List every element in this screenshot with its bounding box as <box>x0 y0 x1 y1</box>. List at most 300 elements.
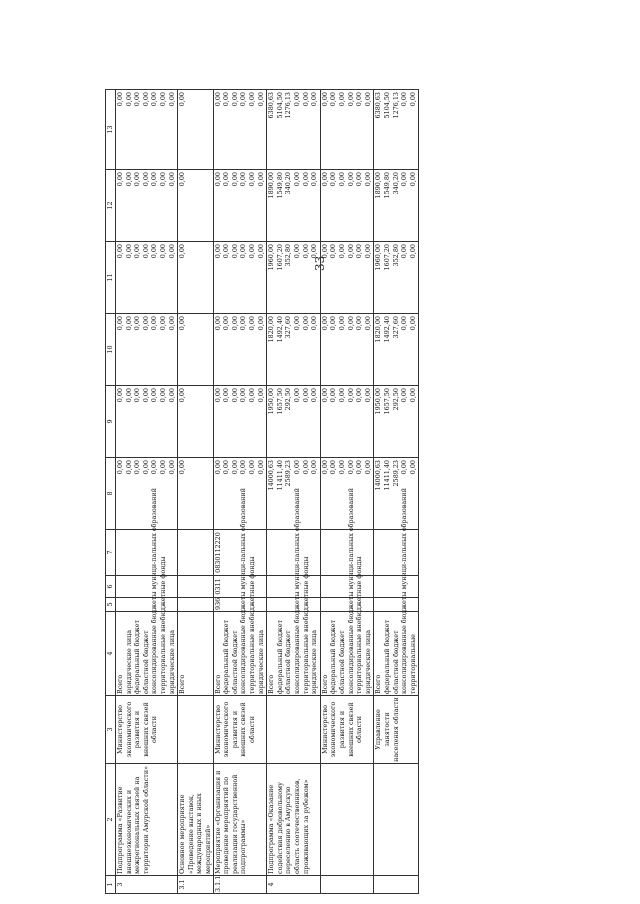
program-name: Основное мероприятие «Проведение выставок, международных и иных мероприятий» <box>178 764 213 876</box>
amount-value: 0,00 <box>400 172 409 187</box>
amount-value: 0,00 <box>355 172 364 187</box>
amount-value: 0,00 <box>222 460 231 475</box>
amount-value: 0,00 <box>133 388 142 403</box>
year-amount-column <box>116 242 178 314</box>
amount-value: 0,00 <box>256 388 265 403</box>
amount-value: 292,50 <box>284 388 293 411</box>
amount-value: 0,00 <box>116 172 124 187</box>
amount-value: 0,00 <box>292 460 301 475</box>
budget-code <box>374 576 419 598</box>
amount-value: 0,00 <box>141 460 150 475</box>
amount-value: 0,00 <box>178 172 187 187</box>
amount-value: 0,00 <box>400 316 409 331</box>
funding-source: федеральный бюджет <box>133 619 142 694</box>
year-amount-column <box>213 170 267 242</box>
amount-value: 292,50 <box>391 388 400 411</box>
amount-value: 14000,63 <box>267 460 276 491</box>
column-number: 5 <box>106 598 116 612</box>
funding-sources <box>178 612 213 696</box>
amount-value: 0,00 <box>158 388 167 403</box>
amount-value: 0,00 <box>256 244 265 259</box>
amount-value: 0,00 <box>239 316 248 331</box>
amount-value: 0,00 <box>363 460 372 475</box>
funding-source: Всего <box>178 674 187 694</box>
amount-value: 0,00 <box>133 172 142 187</box>
program-row <box>213 90 267 894</box>
page-number: 33 <box>313 255 327 271</box>
year-amount-column <box>374 170 419 242</box>
responsible-executor: Министерство экономического развития и внешних связей области <box>320 696 374 764</box>
year-amount-column <box>267 90 321 170</box>
funding-source: областной бюджет <box>391 630 400 694</box>
amount-value: 0,00 <box>292 244 301 259</box>
amount-value: 0,00 <box>355 244 364 259</box>
amount-value: 0,00 <box>292 316 301 331</box>
amount-value: 5104,50 <box>382 92 391 119</box>
amount-value: 0,00 <box>230 460 239 475</box>
amount-value: 0,00 <box>213 92 222 107</box>
amount-value: 2589,23 <box>391 460 400 487</box>
funding-sources <box>116 488 178 696</box>
amount-value: 0,00 <box>116 388 124 403</box>
program-name <box>374 764 419 876</box>
budget-code <box>116 598 178 612</box>
amount-value: 0,00 <box>222 388 231 403</box>
amount-value: 0,00 <box>124 172 133 187</box>
year-amount-column <box>374 90 419 170</box>
amount-value: 0,00 <box>346 460 355 475</box>
amount-value: 0,00 <box>178 460 187 475</box>
amount-value: 0,00 <box>256 460 265 475</box>
column-number: 3 <box>106 696 116 764</box>
amount-value: 1890,00 <box>267 172 276 199</box>
amount-value: 0,00 <box>400 460 409 475</box>
year-amount-column <box>178 90 213 170</box>
amount-value: 0,00 <box>363 316 372 331</box>
budget-code: 936 <box>213 598 267 612</box>
program-row <box>267 90 321 894</box>
amount-value: 327,60 <box>391 316 400 339</box>
row-number <box>320 876 374 894</box>
amount-value: 1960,00 <box>267 244 276 271</box>
funding-source: федеральный бюджет <box>275 619 284 694</box>
amount-value: 0,00 <box>301 92 310 107</box>
row-number: 3 <box>116 876 178 894</box>
amount-value: 0,00 <box>133 460 142 475</box>
amount-value: 1607,20 <box>275 244 284 271</box>
amount-value: 0,00 <box>337 244 346 259</box>
amount-value: 6380,63 <box>374 92 383 119</box>
funding-source: консолидированные бюджеты муници-пальных образований <box>150 488 159 694</box>
amount-value: 14000,63 <box>374 460 383 491</box>
year-amount-column <box>267 314 321 386</box>
program-row <box>178 90 213 894</box>
amount-value: 0,00 <box>247 92 256 107</box>
amount-value: 1890,00 <box>374 172 383 199</box>
amount-value: 0,00 <box>337 388 346 403</box>
amount-value: 352,80 <box>391 244 400 267</box>
amount-value: 0,00 <box>292 172 301 187</box>
year-amount-column <box>116 90 178 170</box>
amount-value: 0,00 <box>355 92 364 107</box>
amount-value: 0,00 <box>133 316 142 331</box>
budget-code <box>178 530 213 576</box>
year-amount-column <box>213 242 267 314</box>
amount-value: 1950,00 <box>374 388 383 415</box>
amount-value: 0,00 <box>141 316 150 331</box>
amount-value: 1820,00 <box>374 316 383 343</box>
budget-code <box>116 576 178 598</box>
year-amount-column <box>178 314 213 386</box>
amount-value: 0,00 <box>150 92 159 107</box>
amount-value: 0,00 <box>213 388 222 403</box>
amount-value: 0,00 <box>329 316 338 331</box>
amount-value: 0,00 <box>124 316 133 331</box>
year-amount-column <box>213 90 267 170</box>
amount-value: 0,00 <box>239 388 248 403</box>
amount-value: 0,00 <box>256 172 265 187</box>
funding-source: юридические лица <box>124 630 133 694</box>
amount-value: 0,00 <box>320 316 329 331</box>
amount-value: 1276,13 <box>391 92 400 119</box>
amount-value: 0,00 <box>256 92 265 107</box>
column-number: 7 <box>106 530 116 576</box>
amount-value: 0,00 <box>256 316 265 331</box>
funding-sources <box>267 488 321 696</box>
amount-value: 0,00 <box>167 460 176 475</box>
amount-value: 0,00 <box>150 388 159 403</box>
amount-value: 0,00 <box>329 172 338 187</box>
amount-value: 0,00 <box>222 172 231 187</box>
amount-value: 0,00 <box>408 244 417 259</box>
amount-value: 0,00 <box>141 92 150 107</box>
amount-value: 0,00 <box>329 92 338 107</box>
amount-value: 1549,80 <box>382 172 391 199</box>
funding-source: юридические лица <box>363 630 372 694</box>
amount-value: 0,00 <box>346 92 355 107</box>
amount-value: 352,80 <box>284 244 293 267</box>
amount-value: 0,00 <box>292 92 301 107</box>
amount-value: 0,00 <box>116 460 124 475</box>
amount-value: 0,00 <box>292 388 301 403</box>
amount-value: 0,00 <box>133 244 142 259</box>
funding-source: федеральный бюджет <box>222 619 231 694</box>
amount-value: 0,00 <box>247 460 256 475</box>
year-amount-column <box>178 170 213 242</box>
amount-value: 0,00 <box>158 244 167 259</box>
program-row <box>374 90 419 894</box>
column-number: 12 <box>106 170 116 242</box>
amount-value: 0,00 <box>310 388 319 403</box>
amount-value: 0,00 <box>320 172 329 187</box>
amount-value: 340,20 <box>284 172 293 195</box>
funding-source: консолидированные бюджеты муници-пальных образований <box>346 488 355 694</box>
year-amount-column <box>374 242 419 314</box>
budget-code <box>374 598 419 612</box>
amount-value: 0,00 <box>320 388 329 403</box>
amount-value: 0,00 <box>230 92 239 107</box>
row-number: 3.1.1 <box>213 876 267 894</box>
amount-value: 0,00 <box>141 388 150 403</box>
amount-value: 0,00 <box>178 244 187 259</box>
amount-value: 0,00 <box>141 244 150 259</box>
amount-value: 1657,50 <box>382 388 391 415</box>
program-name <box>320 764 374 876</box>
column-number: 10 <box>106 314 116 386</box>
program-row <box>320 90 374 894</box>
funding-source: консолидированные бюджеты муници-пальных образований <box>239 488 248 694</box>
year-amount-column <box>267 386 321 458</box>
amount-value: 0,00 <box>239 172 248 187</box>
column-number: 1 <box>106 876 116 894</box>
year-amount-column <box>213 314 267 386</box>
amount-value: 0,00 <box>310 92 319 107</box>
amount-value: 0,00 <box>247 244 256 259</box>
amount-value: 0,00 <box>355 388 364 403</box>
funding-source: областной бюджет <box>337 630 346 694</box>
amount-value: 0,00 <box>150 460 159 475</box>
amount-value: 0,00 <box>222 244 231 259</box>
amount-value: 0,00 <box>408 460 417 475</box>
amount-value: 0,00 <box>158 92 167 107</box>
amount-value: 1820,00 <box>267 316 276 343</box>
column-number: 2 <box>106 764 116 876</box>
year-amount-column <box>320 170 374 242</box>
amount-value: 6380,63 <box>267 92 276 119</box>
amount-value: 0,00 <box>239 244 248 259</box>
column-number: 6 <box>106 576 116 598</box>
year-amount-column <box>116 170 178 242</box>
column-number: 8 <box>106 458 116 530</box>
amount-value: 0,00 <box>310 172 319 187</box>
budget-code <box>178 598 213 612</box>
amount-value: 0,00 <box>116 316 124 331</box>
amount-value: 0,00 <box>310 316 319 331</box>
amount-value: 0,00 <box>329 244 338 259</box>
responsible-executor: Управление занятости населения области <box>374 696 419 764</box>
amount-value: 0,00 <box>230 172 239 187</box>
amount-value: 0,00 <box>230 388 239 403</box>
amount-value: 0,00 <box>167 172 176 187</box>
year-amount-column <box>374 386 419 458</box>
row-number <box>374 876 419 894</box>
amount-value: 0,00 <box>301 388 310 403</box>
amount-value: 0,00 <box>167 244 176 259</box>
budget-code <box>116 530 178 576</box>
amount-value: 11411,40 <box>275 460 284 491</box>
funding-source: территориальные <box>408 634 417 694</box>
amount-value: 0,00 <box>133 92 142 107</box>
year-amount-column <box>320 386 374 458</box>
year-amount-column <box>213 386 267 458</box>
amount-value: 0,00 <box>337 172 346 187</box>
funding-source: Всего <box>374 674 383 694</box>
amount-value: 0,00 <box>346 316 355 331</box>
responsible-executor <box>267 696 321 764</box>
row-number: 3.1 <box>178 876 213 894</box>
column-number: 13 <box>106 90 116 170</box>
budget-code <box>178 576 213 598</box>
funding-source: территориальные внебюджетные фонды <box>247 556 256 694</box>
amount-value: 0,00 <box>400 244 409 259</box>
year-amount-column <box>178 242 213 314</box>
amount-value: 0,00 <box>141 172 150 187</box>
funding-source: федеральный бюджет <box>329 619 338 694</box>
program-name: Подпрограмма «Развитие внешнеэкономических и межрегиональных связей на территории Амурской области» <box>116 764 178 876</box>
year-amount-column <box>178 458 213 530</box>
amount-value: 0,00 <box>363 172 372 187</box>
year-amount-column <box>267 242 321 314</box>
year-amount-column <box>374 458 419 530</box>
amount-value: 1276,13 <box>284 92 293 119</box>
column-number: 11 <box>106 242 116 314</box>
amount-value: 0,00 <box>329 388 338 403</box>
amount-value: 0,00 <box>167 388 176 403</box>
year-amount-column <box>320 90 374 170</box>
amount-value: 0,00 <box>337 316 346 331</box>
amount-value: 0,00 <box>239 460 248 475</box>
column-number: 9 <box>106 386 116 458</box>
responsible-executor <box>178 696 213 764</box>
amount-value: 0,00 <box>167 316 176 331</box>
budget-code <box>374 530 419 576</box>
responsible-executor: Министерство экономического развития и внешних связей области <box>213 696 267 764</box>
year-amount-column <box>178 386 213 458</box>
header-row <box>106 90 116 894</box>
amount-value: 0,00 <box>124 244 133 259</box>
row-number: 4 <box>267 876 321 894</box>
amount-value: 0,00 <box>355 316 364 331</box>
amount-value: 0,00 <box>230 244 239 259</box>
amount-value: 340,20 <box>391 172 400 195</box>
amount-value: 0,00 <box>329 460 338 475</box>
funding-source: юридические лица <box>167 630 176 694</box>
amount-value: 0,00 <box>337 92 346 107</box>
amount-value: 0,00 <box>301 460 310 475</box>
amount-value: 0,00 <box>213 244 222 259</box>
amount-value: 0,00 <box>230 316 239 331</box>
amount-value: 0,00 <box>301 316 310 331</box>
amount-value: 0,00 <box>222 316 231 331</box>
program-name: Подпрограмма «Оказание содействия добровольному переселению в Амурскую область соотечественников, проживающих за рубежом» <box>267 764 321 876</box>
rotated-table-area <box>105 90 627 894</box>
amount-value: 0,00 <box>124 92 133 107</box>
year-amount-column <box>374 314 419 386</box>
amount-value: 0,00 <box>320 92 329 107</box>
amount-value: 2589,23 <box>284 460 293 487</box>
amount-value: 0,00 <box>213 172 222 187</box>
amount-value: 0,00 <box>346 388 355 403</box>
funding-source: областной бюджет <box>141 630 150 694</box>
amount-value: 0,00 <box>247 316 256 331</box>
year-amount-column <box>267 170 321 242</box>
year-amount-column <box>320 314 374 386</box>
amount-value: 0,00 <box>158 460 167 475</box>
amount-value: 0,00 <box>337 460 346 475</box>
amount-value: 0,00 <box>178 388 187 403</box>
program-row <box>116 90 178 894</box>
amount-value: 0,00 <box>213 316 222 331</box>
amount-value: 0,00 <box>363 244 372 259</box>
funding-source: юридические лица <box>310 630 319 694</box>
amount-value: 0,00 <box>213 460 222 475</box>
amount-value: 1657,50 <box>275 388 284 415</box>
amount-value: 0,00 <box>222 92 231 107</box>
amount-value: 0,00 <box>116 92 124 107</box>
amount-value: 0,00 <box>310 460 319 475</box>
amount-value: 0,00 <box>363 388 372 403</box>
amount-value: 0,00 <box>247 388 256 403</box>
amount-value: 0,00 <box>124 388 133 403</box>
amount-value: 11411,40 <box>382 460 391 491</box>
amount-value: 0,00 <box>301 172 310 187</box>
funding-sources <box>374 488 419 696</box>
funding-source: Всего <box>116 674 124 694</box>
amount-value: 0,00 <box>408 172 417 187</box>
responsible-executor: Министерство экономического развития и внешних связей области <box>116 696 178 764</box>
amount-value: 0,00 <box>310 244 319 259</box>
budget-table <box>105 89 419 894</box>
budget-code: 0830112220 <box>213 530 267 576</box>
amount-value: 0,00 <box>355 460 364 475</box>
funding-source: областной бюджет <box>284 630 293 694</box>
funding-source: территориальные внебюджетные фонды <box>158 556 167 694</box>
amount-value: 0,00 <box>124 460 133 475</box>
amount-value: 0,00 <box>363 92 372 107</box>
amount-value: 0,00 <box>116 244 124 259</box>
amount-value: 0,00 <box>167 92 176 107</box>
amount-value: 0,00 <box>301 244 310 259</box>
amount-value: 0,00 <box>320 244 329 259</box>
amount-value: 0,00 <box>408 388 417 403</box>
funding-source: территориальные внебюджетные фонды <box>301 556 310 694</box>
amount-value: 327,60 <box>284 316 293 339</box>
amount-value: 0,00 <box>150 316 159 331</box>
funding-source: юридические лица <box>256 630 265 694</box>
funding-source: консолидированные бюджеты муници-пальных образований <box>400 488 409 694</box>
amount-value: 0,00 <box>400 388 409 403</box>
amount-value: 0,00 <box>408 316 417 331</box>
amount-value: 0,00 <box>408 92 417 107</box>
funding-source: федеральный бюджет <box>382 619 391 694</box>
amount-value: 0,00 <box>346 244 355 259</box>
funding-source: территориальные внебюджетные фонды <box>355 556 364 694</box>
amount-value: 0,00 <box>178 92 187 107</box>
funding-source: Всего <box>213 674 222 694</box>
amount-value: 0,00 <box>320 460 329 475</box>
funding-source: консолидированные бюджеты муници-пальных образований <box>292 488 301 694</box>
amount-value: 5104,50 <box>275 92 284 119</box>
budget-code: 0311 <box>213 576 267 598</box>
year-amount-column <box>116 314 178 386</box>
funding-source: Всего <box>267 674 276 694</box>
column-number: 4 <box>106 612 116 696</box>
amount-value: 1492,40 <box>275 316 284 343</box>
amount-value: 1549,80 <box>275 172 284 199</box>
amount-value: 0,00 <box>247 172 256 187</box>
amount-value: 0,00 <box>150 172 159 187</box>
amount-value: 1950,00 <box>267 388 276 415</box>
year-amount-column <box>320 242 374 314</box>
amount-value: 0,00 <box>158 172 167 187</box>
amount-value: 0,00 <box>150 244 159 259</box>
year-amount-column <box>116 458 178 530</box>
funding-sources <box>320 488 374 696</box>
funding-source: Всего <box>320 674 329 694</box>
year-amount-column <box>116 386 178 458</box>
funding-source: областной бюджет <box>230 630 239 694</box>
program-name: Мероприятие «Организация и проведение мероприятий по реализации государственной подпрограммы» <box>213 764 267 876</box>
